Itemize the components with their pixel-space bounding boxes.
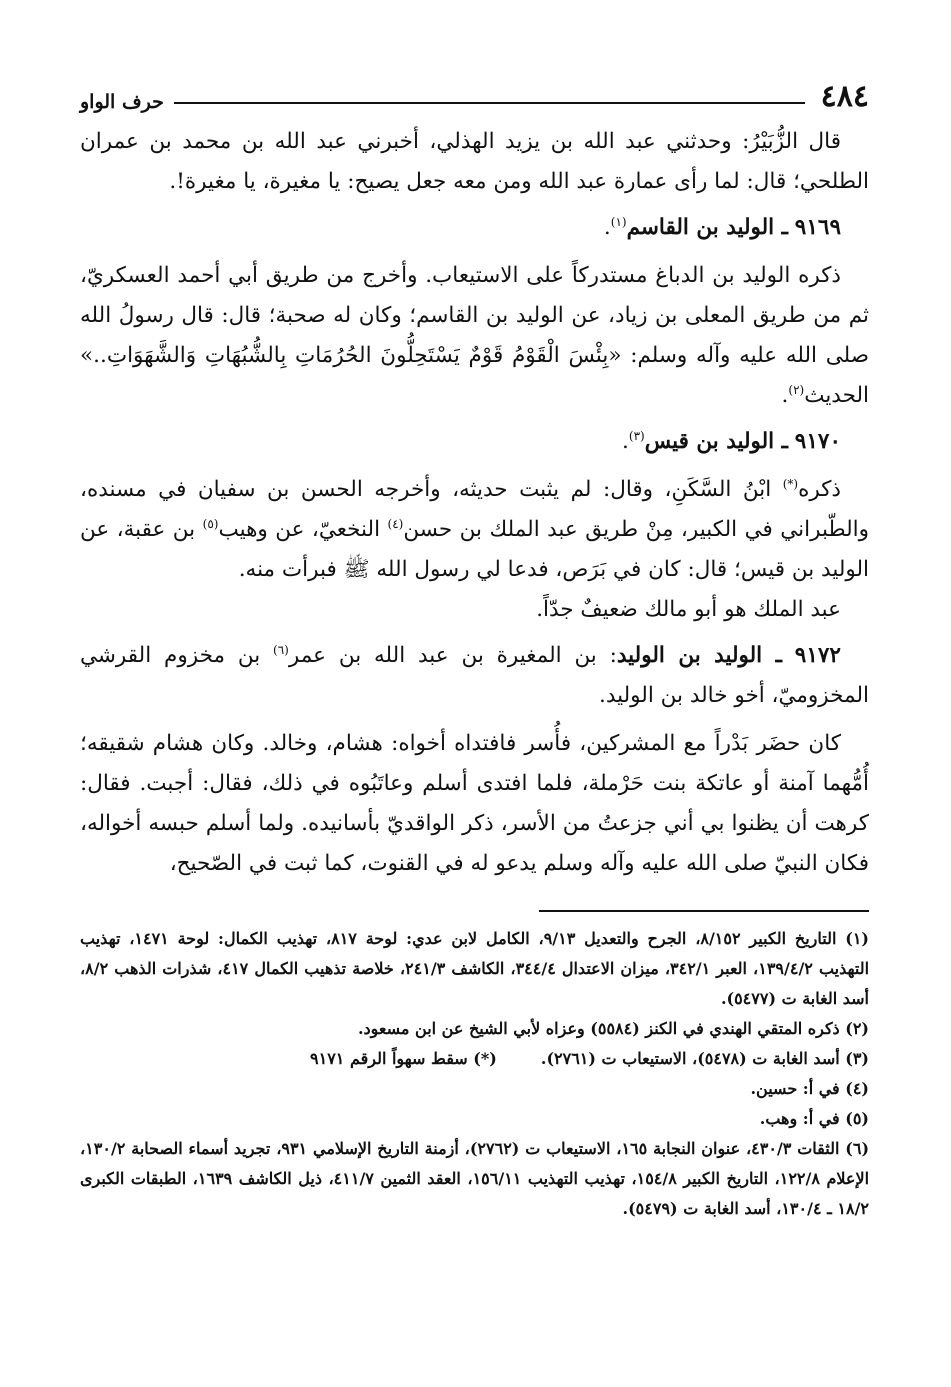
running-header bbox=[80, 70, 869, 112]
footnote-ref[interactable]: (٣) bbox=[628, 428, 645, 443]
paragraph bbox=[80, 470, 869, 590]
entry-number: ٩١٧٢ bbox=[794, 643, 841, 668]
footnote-4: (٤) في أ: حسين. bbox=[750, 1079, 869, 1098]
entry-number: ٩١٧٠ bbox=[794, 429, 841, 454]
entry-lineage: بن المغيرة بن عبد الله بن عمر bbox=[288, 643, 597, 668]
footnote-ref[interactable]: (٢) bbox=[788, 382, 805, 397]
paragraph-text: بن عقبة، عن الوليد بن قيس؛ قال: كان في بَرَص، فدعا لي رسول الله ﷺ فبرأت منه. bbox=[80, 517, 869, 582]
entry-colon: : bbox=[596, 643, 617, 668]
entry-name: الوليد بن قيس bbox=[644, 429, 775, 454]
footnote-3-row bbox=[80, 1044, 869, 1074]
entry-number: ٩١٦٩ bbox=[794, 215, 841, 240]
entry-heading-9170 bbox=[80, 422, 869, 462]
footnotes bbox=[80, 924, 869, 1224]
entry-separator: ـ bbox=[774, 429, 788, 454]
paragraph-text: ذكره الوليد بن الدباغ مستدركاً على الاستيعاب. وأخرج من طريق أبي أحمد العسكريّ، ثم من طريق المعلى بن زياد، عن الوليد بن القاسم؛ وكان له صحبة؛ قال: قال رسولُ الله صلى الله عليه وآله وسلم: «بِئْسَ الْقَوْمُ قَوْمٌ يَسْتَحِلُّونَ الحُرُمَاتِ بِالشُّبُهَاتِ وَالشَّهَوَاتِ..» الحديث bbox=[80, 263, 869, 408]
entry-heading-9172 bbox=[80, 636, 869, 716]
entry-name: الوليد بن الوليد bbox=[616, 643, 763, 668]
paragraph-end: . bbox=[781, 383, 789, 408]
footnote-ref[interactable]: (٤) bbox=[387, 516, 404, 531]
paragraph bbox=[80, 256, 869, 416]
footnote-ref[interactable]: (٦) bbox=[273, 642, 289, 657]
footnote-2: (٢) ذكره المتقي الهندي في الكنز (٥٥٨٤) وعزاه لأبي الشيخ عن ابن مسعود. bbox=[357, 1019, 869, 1038]
footnote-ref[interactable]: (٥) bbox=[202, 516, 219, 531]
paragraph-text: ذكره bbox=[798, 477, 841, 502]
footnote-ref[interactable]: (١) bbox=[610, 214, 627, 229]
chapter-title: حرف الواو bbox=[80, 91, 164, 113]
entry-heading-9169 bbox=[80, 208, 869, 248]
entry-end: . bbox=[603, 215, 611, 240]
main-text bbox=[80, 122, 869, 884]
footnote-6: (٦) الثقات ٤٣٠/٣، عنوان النجابة ١٦٥، الاستيعاب ت (٢٧٦٢)، أزمنة التاريخ الإسلامي ٩٣١، تجريد أسماء الصحابة ١٣٠/٢، الإعلام ١٢٢/٨، التاريخ الكبير ١٥٤/٨، تهذيب التهذيب ١٥٦/١١، العقد الثمين ٤١١/٧، ذيل الكاشف ١٦٣٩، الطبقات الكبرى ١٨/٢ ـ ١٣٠/٤، أسد الغابة ت (٥٤٧٩). bbox=[80, 1139, 870, 1218]
page-number: ٤٨٤ bbox=[820, 79, 869, 114]
footnote-5: (٥) في أ: وهب. bbox=[759, 1109, 869, 1128]
footnote-3: (٣) أسد الغابة ت (٥٤٧٨)، الاستيعاب ت (٢٧٦١). bbox=[540, 1049, 869, 1068]
paragraph: عبد الملك هو أبو مالك ضعيفٌ جدّاً. bbox=[536, 597, 841, 622]
footnote-rule bbox=[539, 910, 869, 912]
star-note-ref[interactable]: (*) bbox=[782, 476, 799, 491]
header-rule bbox=[174, 102, 805, 104]
entry-name: الوليد بن القاسم bbox=[626, 215, 775, 240]
paragraph: قال الزُّبَيْرُ: وحدثني عبد الله بن يزيد الهذلي، أخبرني عبد الله بن محمد بن عمران الطلحي؛ قال: لما رأى عمارة عبد الله ومن معه جعل يصيح: يا مغيرة، يا مغيرة!. bbox=[80, 129, 869, 194]
paragraph: كان حضَر بَدْراً مع المشركين، فأُسر فافتداه أخواه: هشام، وخالد. وكان هشام شقيقه؛ أُمُّهما آمنة أو عاتكة بنت حَرْملة، فلما افتدى أسلم وعاتَبُوه في ذلك، فقال: أجبت. فقال: كرهت أن يظنوا بي أني جزعتُ من الأسر، ذكر الواقديّ بأسانيده. ولما أسلم حبسه أخواله، فكان النبيّ صلى الله عليه وآله وسلم يدعو له في القنوت، كما ثبت في الصّحيح، bbox=[80, 731, 869, 876]
footnote-1: (١) التاريخ الكبير ٨/١٥٢، الجرح والتعديل ٩/١٣، الكامل لابن عدي: لوحة ٨١٧، تهذيب الكمال: لوحة ١٤٧١، تهذيب التهذيب ١٣٩/٤/٢، العبر ٣٤٢/١، ميزان الاعتدال ٣٤٤/٤، الكاشف ٢٤١/٣، خلاصة تذهيب الكمال ٤١٧، شذرات الذهب ٨/٢، أسد الغابة ت (٥٤٧٧). bbox=[80, 929, 870, 1008]
entry-lineage: بن مخزوم القرشي المخزوميّ، أخو خالد بن الوليد. bbox=[80, 643, 869, 708]
paragraph-text: النخعيّ، عن وهيب bbox=[218, 517, 381, 542]
entry-separator: ـ bbox=[762, 643, 782, 668]
paragraph-text: ابْنُ السَّكَنِ، وقال: لم يثبت حديثه، وأخرجه الحسن بن سفيان في مسنده، والطّبراني في الكبير، مِنْ طريق عبد الملك بن حسن bbox=[80, 477, 870, 542]
entry-end: . bbox=[622, 429, 629, 454]
entry-separator: ـ bbox=[774, 215, 788, 240]
star-note: (*) سقط سهواً الرقم ٩١٧١ bbox=[310, 1049, 497, 1068]
